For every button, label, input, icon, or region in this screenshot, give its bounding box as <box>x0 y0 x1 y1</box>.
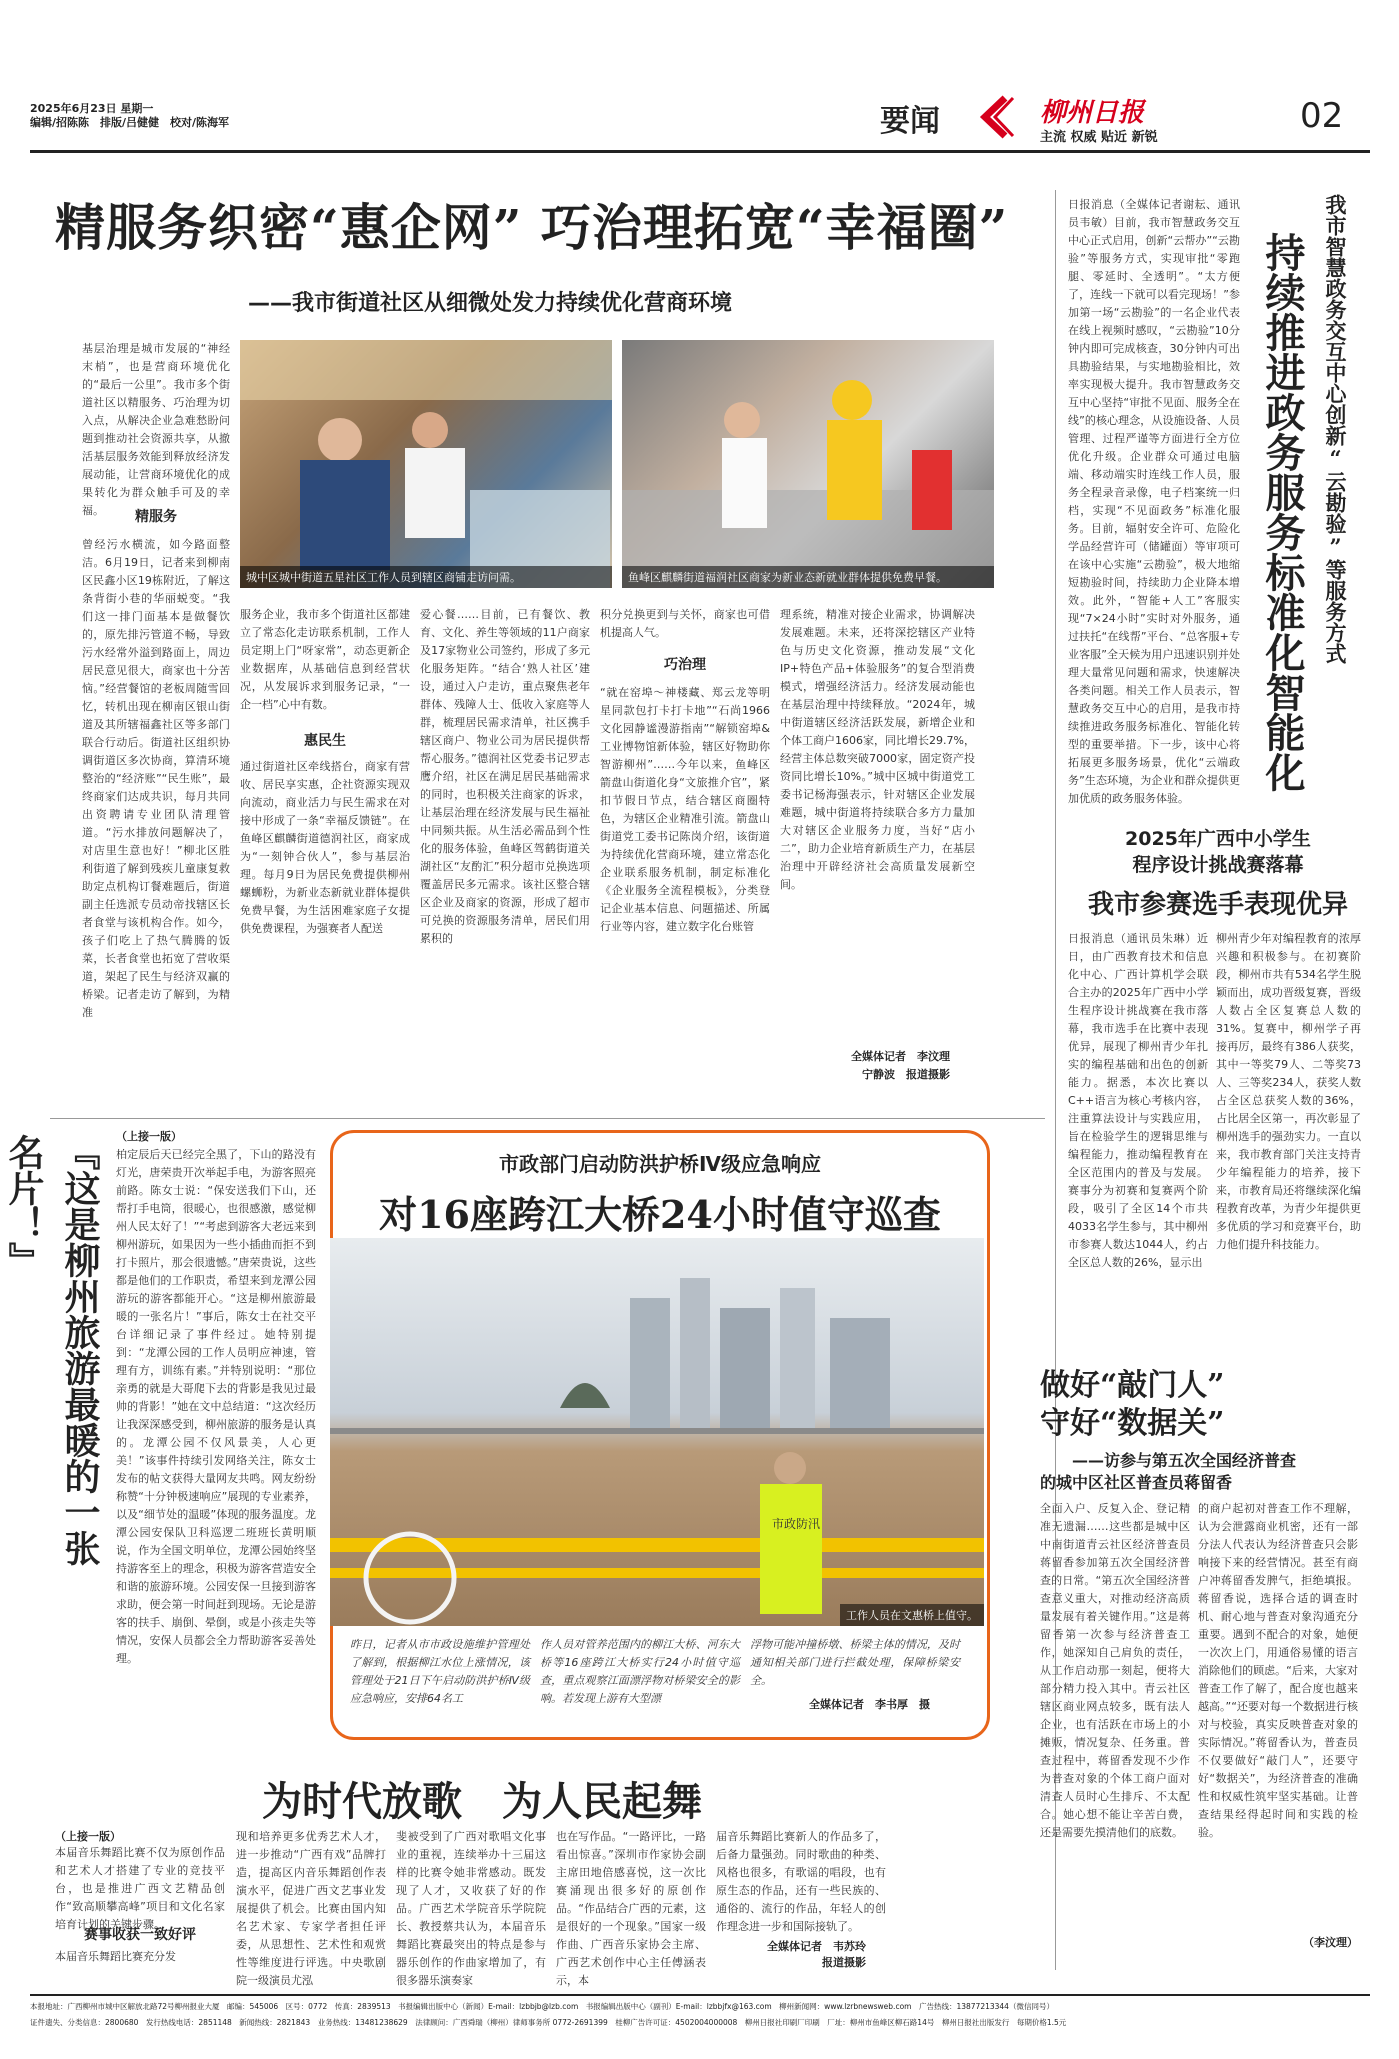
contest-kicker: 2025年广西中小学生 <box>1125 828 1311 850</box>
feature-col2: 作人员对管养范围内的柳江大桥、河东大桥等16座跨江大桥实行24小时值守巡查，重点观察江面漂浮物对桥梁安全的影响。若发现上游有大型漂 <box>540 1638 740 1705</box>
census-col1: 全面入户、反复入企、登记精准无遗漏……这些都是城中区中南街道青云社区经济普查员蒋留香参加第五次全国经济普查的日常。“第五次全国经济普查意义重大，对推动经济高质量发展有着关键作用。”这是蒋留香第一次参与经济普查工作，她深知自己肩负的责任，从工作启动那一刻起，便将大部分精力投入其中。青云社区辖区商业网点较多，既有法人企业，也有活跃在市场上的小摊贩，情况复杂、任务重。普查过程中，蒋留香发现不少作为普查对象的个体工商户面对清查人员时心生排斥、不太配合。她心想不能让辛苦白费，还是需要先摸清他们的底数。 <box>1040 1502 1190 1839</box>
masthead <box>30 100 1370 130</box>
census-byline: （李汶理） <box>1303 1936 1358 1949</box>
contest-kicker-2: 程序设计挑战赛落幕 <box>1132 854 1304 876</box>
lead-photo-1-caption: 城中区城中街道五星社区工作人员到辖区商铺走访问需。 <box>240 566 612 588</box>
lead-intro: 基层治理是城市发展的“神经末梢”，也是营商环境优化的“最后一公里”。我市多个街道社区以精服务、巧治理为切入点，从解决企业急难愁盼问题到推动社会资源共享，从撤活基层服务效能到释放经济发展动能，让营商环境优化的成果转化为群众触手可及的幸福。 <box>82 342 230 517</box>
lead-col4a: 积分兑换更到与关怀，商家也可借机提高人气。 <box>600 608 770 639</box>
lead-byline-2: 宁静波 报道摄影 <box>862 1068 950 1081</box>
people-photo-icon <box>240 340 612 588</box>
bridge-river-photo-icon <box>330 1238 984 1626</box>
bottom-col5: 届音乐舞蹈比赛新人的作品多了，后备力量强劲。同时歌曲的种类、风格也很多，有歌谣的唱段，也有原生态的作品，还有一些民族的、通俗的、流行的作品，年轻人的创作理念进一步和国际接轨了。 <box>716 1830 886 1933</box>
lead-subtitle: ——我市街道社区从细微处发力持续优化营商环境 <box>248 291 733 316</box>
feature-headline: 对16座跨江大桥24小时值守巡查 <box>379 1192 941 1237</box>
contest-headline: 我市参赛选手表现优异 <box>1087 890 1348 920</box>
lead-bottom-rule <box>50 1118 1045 1119</box>
feature-byline: 全媒体记者 李书厚 摄 <box>809 1698 930 1711</box>
lead-col1: 曾经污水横流，如今路面整洁。6月19日，记者来到柳南区民鑫小区19栋附近，了解这条背街小巷的华丽蜕变。“我们这一排门面基本是做餐饮的，原先排污管道不畅，导致污水经常外溢到路面上，周边居民意见很大，商家也十分苦恼。”经营餐馆的老板周随雪回忆，转机出现在柳南区银山街道及其所辖福鑫社区等多部门联合行动后。街道社区组织协调街道区多次协商，算清环境整治的“经济账”“民生账”，最终商家们达成共识，每月共同出资聘请专业团队清理管道。“污水排放问题解决了，对店里生意也好！”柳北区胜利街道了解到残疾儿童康复救助定点机构订餐难题后，街道副主任选派专员动帝找辖区长者食堂与该机构合作。如今，孩子们吃上了热气腾腾的饭菜，长者食堂也拓宽了营收渠道，架起了民生与经济双赢的桥梁。记者走访了解到，为精准 <box>82 538 230 1019</box>
lead-col2b: 通过街道社区牵线搭台，商家有营收、居民享实惠，企社资源实现双向流动，商业活力与民生需求在对接中形成了一条“幸福反馈链”。在鱼峰区麒麟街道德润社区，商家成为“一刻钟合伙人”，参与基层治理。每月9日为居民免费提供柳州螺蛳粉，为新业态新就业群体提供免费早餐，为生活困难家庭子女提供免费课程，为强赛者人配送 <box>240 760 410 935</box>
feature-kicker: 市政部门启动防洪护桥Ⅳ级应急响应 <box>499 1152 821 1176</box>
contest-col2: 柳州青少年对编程教育的浓厚兴趣和积极参与。在初赛阶段，柳州市共有534名学生脱颖而出，成功晋级复赛，晋级人数占全区复赛总人数的31%。复赛中，柳州学子再接再厉，最终有386人获奖，其中一等奖79人、二等奖73人、三等奖234人，获奖人数占全区总获奖人数的36%，占比居全区第一，再次彰显了柳州选手的强劲实力。一直以来，我市教育部门关注支持青少年编程能力的培养，接下来，市教育局还将继续深化编程教育改革，为青少年提供更多优质的学习和竞赛平台，助力他们提升科技能力。 <box>1216 932 1361 1251</box>
feature-photo-caption: 工作人员在文惠桥上值守。 <box>840 1604 984 1626</box>
bottom-col2: 现和培养更多优秀艺术人才，进一步推动“广西有戏”品牌打造，提高区内音乐舞蹈创作表演水平，促进广西文艺事业发展提供了机会。比赛由国内知名艺术家、专家学者担任评委，从思想性、艺术性和观赏性等维度进行评选。中央歌剧院一级演员尤泓 <box>236 1830 386 1987</box>
bottom-section: 赛事收获一致好评 <box>84 1927 196 1943</box>
right-top-subheadline: 我市智慧政务交互中心创新“云勘验”等服务方式 <box>1323 194 1348 664</box>
lead-col3: 爱心餐……目前，已有餐饮、教育、文化、养生等领域的11户商家及17家物业公司签约，形成了多元化服务矩阵。“结合‘熟人社区’建设，通过入户走访，重点聚焦老年群体、残障人士、低收入家庭等人群，梳理居民需求清单，社区携手辖区商户、物业公司为居民提供帮帮心服务。”德润社区党委书记罗志鹰介绍，社区在满足居民基础需求的同时，也积极关注商家的诉求，让基层治理在经济发展与民生福祉中同频共振。从生活必需品到个性化的服务体验，鱼峰区驾鹤街道关湖社区“友酌汇”积分超市兑换选项覆盖居民多元需求。该社区整合辖区企业及商家的资源，形成了超市可兑换的资源服务清单，居民们用累积的 <box>420 608 590 945</box>
bottom-headline: 为时代放歌 为人民起舞 <box>262 1778 702 1825</box>
header-rule <box>30 150 1370 153</box>
bottom-col3: 斐被受到了广西对歌唱文化事业的重视，连续举办十三届这样的比赛令她非常感动。既发现了人才，又收获了好的作品。广西艺术学院音乐学院院长、教授蔡共认为，本届音乐舞蹈比赛最突出的特点是参与器乐创作的作曲家增加了，有很多器乐演奏家 <box>396 1830 546 1987</box>
section-chevron-icon <box>975 92 1015 142</box>
lead-col4b: “就在窑埠～神楼藏、郑云龙等明星同款包打卡打卡地”“石尚1966文化园静谧漫游指南”“解锁窑埠&工业博物馆新体验，辖区好物助你智游柳州”……今年以来，鱼峰区箭盘山街道化身“文旅推介官”，紧扣节假日节点，结合辖区商圈特色，为辖区企业精准引流。箭盘山街道党工委书记陈岗介绍，该街道为持续优化营商环境，建立常态化企业联系服务机制，制定标准化《企业服务全流程模板》，分类登记企业基本信息、问题描述、所属行业等内容，建立数字化台账管 <box>600 686 770 933</box>
lead-photo-2 <box>622 340 994 588</box>
footer-line-2: 证件遗失、分类信息：2800680 发行热线电话：2851148 新闻热线：2821843 业务热线：13481238629 法律顾问：广西舜瑞（柳州）律师事务所 0772-2691399 桂柳广告许可证：4502004000008 柳州日报社印刷厂印刷 厂址：柳州市鱼峰区柳石路14号 柳州日报社出版发行 每期价格1.5元 <box>30 2018 1067 2027</box>
feature-col1: 昨日，记者从市市政设施维护管理处了解到，根据柳江水位上涨情况，该管理处于21日下午启动防洪护桥Ⅳ级应急响应，安排64名工 <box>350 1638 530 1705</box>
lead-col5: 理系统，精准对接企业需求，协调解决发展难题。未来，还将深挖辖区产业特色与历史文化资源，推动发展“文化IP+特色产品+体验服务”的复合型消费模式，增强经济活力。经济发展动能也在基层治理中持续释放。“2024年，城中街道辖区经济活跃发展，新增企业和个体工商户1606家，同比增长29.7%，经营主体总数突破7000家，固定资产投资同比增长10%。”城中区城中街道党工委书记杨海强表示，针对辖区企业发展难题，城中街道将持续联合多方力量加大对辖区企业服务力度，当好“店小二”，助力企业培育新质生产力，在基层治理中开辟经济社会高质量发展新空间。 <box>780 608 975 891</box>
editors-line: 编辑/招陈陈 排版/吕健健 校对/陈海军 <box>30 116 230 129</box>
newspaper-logo: 柳州日报 <box>1040 98 1145 128</box>
bottom-col1: 本届音乐舞蹈比赛不仅为原创作品和艺术人才搭建了专业的竞技平台，也是推进广西文艺精品创作“致高顺攀高峰”项目和文化名家培育计划的关键步骤。 <box>55 1846 225 1931</box>
lead-col2: 服务企业，我市多个街道社区都建立了常态化走访联系机制，工作人员定期上门“呀家常”，动态更新企业数据库，从基础信息到经营状况，从发展诉求到服务记录，“一企一档”心中有数。 <box>240 608 410 711</box>
contest-col1: 日报消息（通讯员朱琳）近日，由广西教育技术和信息化中心、广西计算机学会联合主办的2025年广西中小学生程序设计挑战赛在我市落幕，我市选手在比赛中表现优异，展现了柳州青少年扎实的编程基础和出色的创新能力。据悉，本次比赛以C++语言为核心考核内容，注重算法设计与实践应用，旨在检验学生的逻辑思维与编程能力，推动编程教育在全区范围内的普及与发展。赛事分为初赛和复赛两个阶段，吸引了全区14个市共4033名学生参与，其中柳州市参赛人数达1044人，约占全区总人数的26%，显示出 <box>1068 932 1208 1269</box>
footer-rule <box>30 1994 1370 1996</box>
tourism-article: 柏定辰后天已经完全黑了，下山的路没有灯光，唐荣贵开次举起手电，为游客照亮前路。陈女士说：“保安送我们下山，还帮打手电筒，很暖心，也很感激，感觉柳州人民太好了！”“考虑到游客大老远来到柳州游玩，如果因为一些小插曲而拒不到打卡照片，那会很遗憾。”唐荣贵说，这些都是他们的工作职责，希望来到龙潭公园游玩的游客都能开心。“这是柳州旅游最暖的一张名片！”事后，陈女士在社交平台详细记录了事件经过。她特别提到：“龙潭公园的工作人员明应神速，管理有方，训练有素。”并特别说明：“那位亲勇的就是大哥爬下去的背影是我见过最帅的背影！”她在文中总结道：“这次经历让我深深感受到，柳州旅游的服务是认真的。龙潭公园不仅风景美，人心更美！”该事件持续引发网络关注，陈女士发布的帖文获得大量网友共鸣。网友纷纷称赞“十分钟极速响应”展现的专业素养，以及“细节处的温暖”体现的服务温度。龙潭公园安保队卫科巡逻二班班长黄明顺说，作为全国文明单位，龙潭公园始终坚持游客至上的理念，积极为游客营造安全和谐的旅游环境。公园安保一旦接到游客求助，便会第一时间赶到现场。无论是游客的扶手、崩倒、晕倒，或是小孩走失等情况，安保人员都会全力帮助游客妥善处理。 <box>116 1148 316 1665</box>
census-headline-1: 做好“敲门人” <box>1040 1368 1225 1403</box>
feature-photo <box>330 1238 984 1626</box>
tourism-continued: （上接一版） <box>116 1130 182 1143</box>
tourism-headline: 『这是柳州旅游最暖的一张名片！』 <box>3 1134 101 1566</box>
bottom-byline-2: 报道摄影 <box>822 1956 866 1969</box>
page-number: 02 <box>1300 96 1344 136</box>
lead-byline: 全媒体记者 李汶理 <box>851 1050 950 1063</box>
right-top-article: 日报消息（全媒体记者谢耘、通讯员韦敏）目前，我市智慧政务交互中心正式启用，创新“云帮办”“云勘验”等服务方式，实现审批“零跑腿、零延时、全透明”。“太方便了，连线一下就可以看完现场！”参加第一场“云勘验”的一名企业代表在线上视频时感叹，“云勘验”10分钟内即可完成核查，30分钟内可出具勘验结果，与实地勘验相比，效率实现极大提升。我市智慧政务交互中心坚持“审批不见面、服务全在线”的核心理念，从设施设备、人员管理、过程严谨等方面进行全方位优化升级。企业群众可通过电脑端、移动端实时连线工作人员，服务全程录音录像，电子档案统一归档，实现“不见面政务”标准化服务。目前，辐射安全许可、危险化学品经营许可（储罐面）等审项可在该中心实施“云勘验”，极大地缩短勘验时间，持续助力企业降本增效。此外，“智能+人工”客服实现“7×24小时”实时对外服务，通过扶托“在线帮”平台、“总客服+专业客服”全天候为用户迅速识别并处理大量常见问题和需求，快速解决各类问题。相关工作人员表示，智慧政务交互中心的启用，是我市持续推进政务服务标准化、智能化转型的重要举措。下一步，该中心将拓展更多服务场景，优化“云端政务”生态环境，为企业和群众提供更加优质的政务服务体验。 <box>1068 198 1240 805</box>
bottom-col4: 也在写作品。“一路评比，一路看出惊喜。”深圳市作家协会副主席田地倍感喜悦，这一次比赛涌现出很多好的原创作品。“作品结合广西的元素，这是很好的一个现象。”国家一级作曲、广西音乐家协会主席、广西艺术创作中心主任傅涵表示，本 <box>556 1830 706 1987</box>
vest-label: 市政防汛 <box>772 1517 821 1531</box>
people-photo-icon <box>622 340 994 588</box>
census-subtitle-2: 的城中区社区普查员蒋留香 <box>1040 1473 1233 1492</box>
lead-photo-1 <box>240 340 612 588</box>
footer-line-1: 本报地址：广西柳州市城中区解放北路72号柳州报业大厦 邮编：545006 区号：0772 传真：2839513 书报编辑出版中心（新闻）E-mail：lzbbjb@lzb.com 书报编辑出版中心（副刊）E-mail：lzbbjfx@163.com 柳州新闻网：www.lzrbnewsweb.com 广告热线：13877213344（微信同号） <box>30 2002 1054 2011</box>
slogan: 主流 权威 贴近 新锐 <box>1040 130 1158 145</box>
lead-section-governance: 巧治理 <box>664 657 706 673</box>
feature-col3: 浮物可能冲撞桥墩、桥梁主体的情况，及时通知相关部门进行拦截处理，保障桥梁安全。 <box>750 1638 960 1687</box>
right-top-headline: 持续推进政务服务标准化智能化 <box>1259 232 1306 792</box>
issue-date: 2025年6月23日 星期一 <box>30 102 154 115</box>
census-subtitle-1: ——访参与第五次全国经济普查 <box>1072 1451 1297 1470</box>
bottom-byline: 全媒体记者 韦苏玲 <box>767 1940 866 1953</box>
bottom-continued: （上接一版） <box>55 1830 121 1843</box>
section-label: 要闻 <box>880 104 940 139</box>
lead-headline: 精服务织密“惠企网” 巧治理拓宽“幸福圈” <box>55 198 1009 257</box>
census-col2: 的商户起初对普查工作不理解，认为会泄露商业机密，还有一部分法人代表认为经济普查只会影响接下来的经营情况。甚至有商户冲蒋留香发脾气，拒绝填报。蒋留香说，选择合适的调查时机、耐心地与普查对象沟通充分重要。遇到不配合的对象，她便一次次上门，用通俗易懂的语言消除他们的顾虑。“后来，大家对普查工作了解了，配合度也越来越高。”“还要对每一个数据进行核对与校验，真实反映普查对象的实际情况。”蒋留香认为，普查员不仅要做好“敲门人”，还要守好“数据关”，为经济普查的准确性和权威性筑牢坚实基础。让普查结果经得起时间和实践的检验。 <box>1198 1502 1358 1839</box>
lead-section-service: 精服务 <box>135 509 177 525</box>
bottom-col1b: 本届音乐舞蹈比赛充分发 <box>55 1950 176 1963</box>
lead-photo-2-caption: 鱼峰区麒麟街道福润社区商家为新业态新就业群体提供免费早餐。 <box>622 566 994 588</box>
lead-section-livelihood: 惠民生 <box>304 733 346 749</box>
census-headline-2: 守好“数据关” <box>1040 1406 1225 1441</box>
